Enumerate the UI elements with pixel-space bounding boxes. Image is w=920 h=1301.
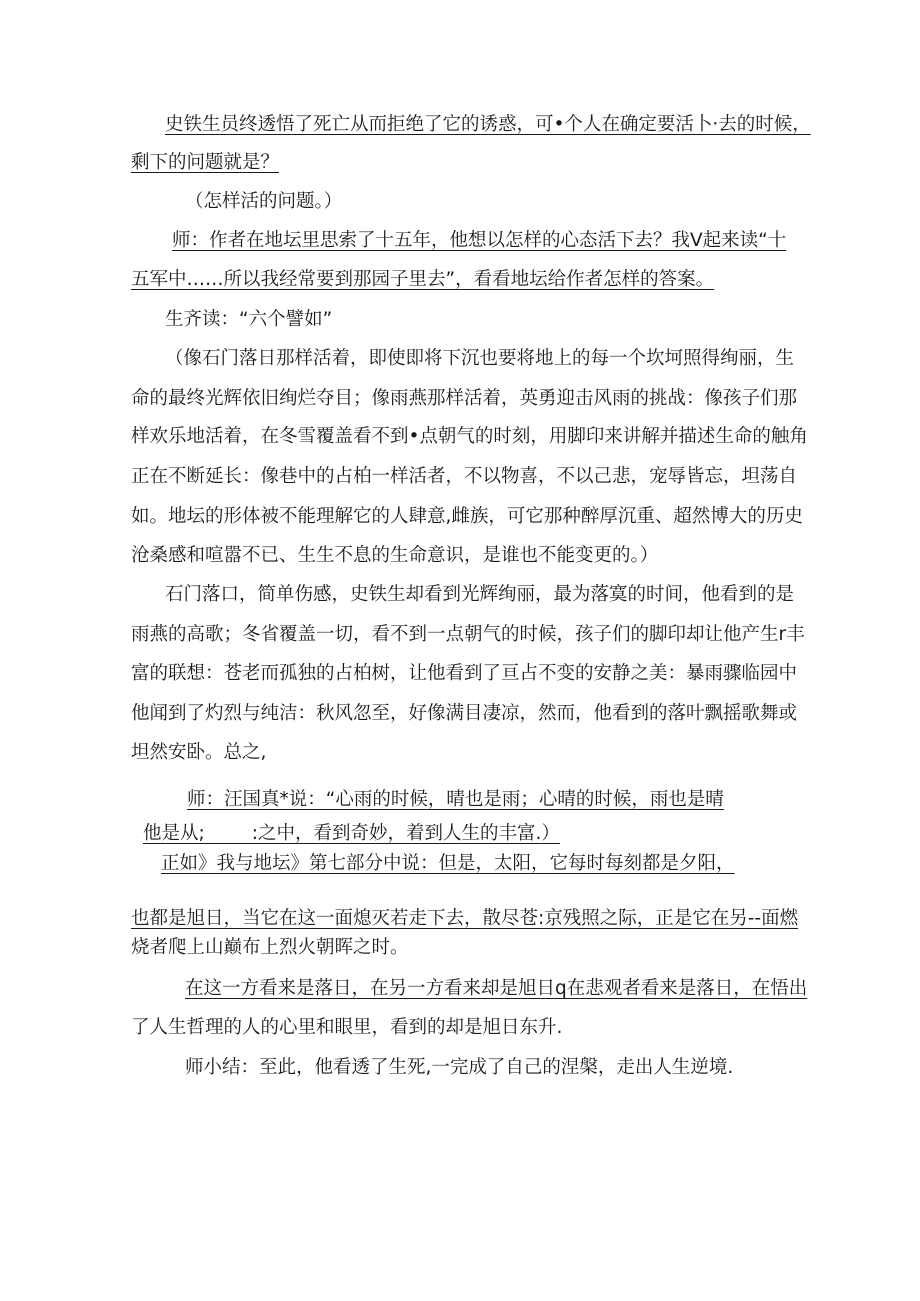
quote-para-line-2: 命的最终光辉依旧绚烂夺目；像雨燕那样活着，英勇迎击风雨的挑战：像孩子们那 — [131, 388, 798, 409]
answer-line: （怎样活的问题。） — [185, 191, 343, 212]
quote-para-line-3: 样欢乐地活着，在冬雪覆盖看不到•点朝气的时刻，用脚印来讲解并描述生命的触角 — [131, 426, 808, 447]
essay-quote-line-2: 也都是旭日，当它在这一面熄灭若走下去，散尽苍:京残照之际，正是它在另--面燃 — [131, 908, 799, 929]
teacher-summary-line: 师小结：至此，他看透了生死,一完成了自己的涅槃，走出人生逆境. — [185, 1057, 734, 1078]
quote-para-line-4: 正在不断延长：像巷中的占柏一样活者，不以物喜，不以己悲，宠辱皆忘，坦荡自 — [131, 466, 798, 487]
sunrise-para-line-2: 了人生哲理的人的心里和眼里，看到的却是旭日东升. — [131, 1017, 563, 1038]
analysis-para-line-4: 他闻到了灼烈与纯洁：秋风忽至，好像满目凄凉，然而，他看到的落叶飘摇歌舞或 — [131, 703, 798, 724]
para-1-line-2: 剩下的问题就是？ — [131, 152, 280, 173]
analysis-para-line-3: 富的联想：苍老而孤独的占柏树，让他看到了亘占不变的安静之美：暴雨骤临园中 — [131, 663, 798, 684]
students-read-line: 生齐读：“六个譬如” — [165, 309, 333, 330]
essay-quote-line-1: 正如》我与地坛》第七部分中说：但是，太阳，它每时每刻都是夕阳， — [161, 853, 735, 874]
para-teacher-1-line-2: 五军中……所以我经常要到那园子里去”，看看地坛给作者怎样的答案。 — [131, 269, 715, 290]
para-teacher-1-line-1: 师：作者在地坛里思索了十五年，他想以怎样的心态活下去？我V起来读“十 — [172, 230, 787, 251]
analysis-para-line-5: 坦然安卧。总之, — [131, 742, 267, 763]
analysis-para-line-2: 雨燕的高歌；冬省覆盖一切，看不到一点朝气的时候，孩子们的脚印却让他产生r丰 — [131, 624, 805, 645]
wang-quote-line-1: 师：汪国真*说：“心雨的时候，晴也是雨；心晴的时候，雨也是晴 — [187, 789, 724, 810]
quote-para-line-6: 沧桑感和喧嚣不已、生生不息的生命意识，是谁也不能变更的。） — [131, 545, 659, 566]
quote-para-line-5: 如。地坛的形体被不能理解它的人肆意,雌族，可它那种醉厚沉重、超然博大的历史 — [131, 506, 803, 527]
wang-quote-line-2: 他是从; :之中，看到奇妙，着到人生的丰富.） — [143, 823, 560, 844]
quote-para-line-1: （像石门落日那样活着，即使即将下沉也要将地上的每一个坎坷照得绚丽，生 — [165, 348, 795, 369]
para-1-line-1: 史铁生员终透悟了死亡从而拒绝了它的诱惑，可•个人在确定要活卜·去的时候， — [165, 114, 811, 135]
essay-quote-line-3: 烧者爬上山巅布上烈火朝晖之时。 — [131, 937, 409, 958]
analysis-para-line-1: 石门落口，简单伤感，史铁生却看到光辉绚丽，最为落寞的时间，他看到的是 — [165, 584, 795, 605]
sunrise-para-line-1: 在这一方看来是落日，在另一方看来却是旭日q在悲观者看来是落日，在悟出 — [185, 978, 808, 999]
